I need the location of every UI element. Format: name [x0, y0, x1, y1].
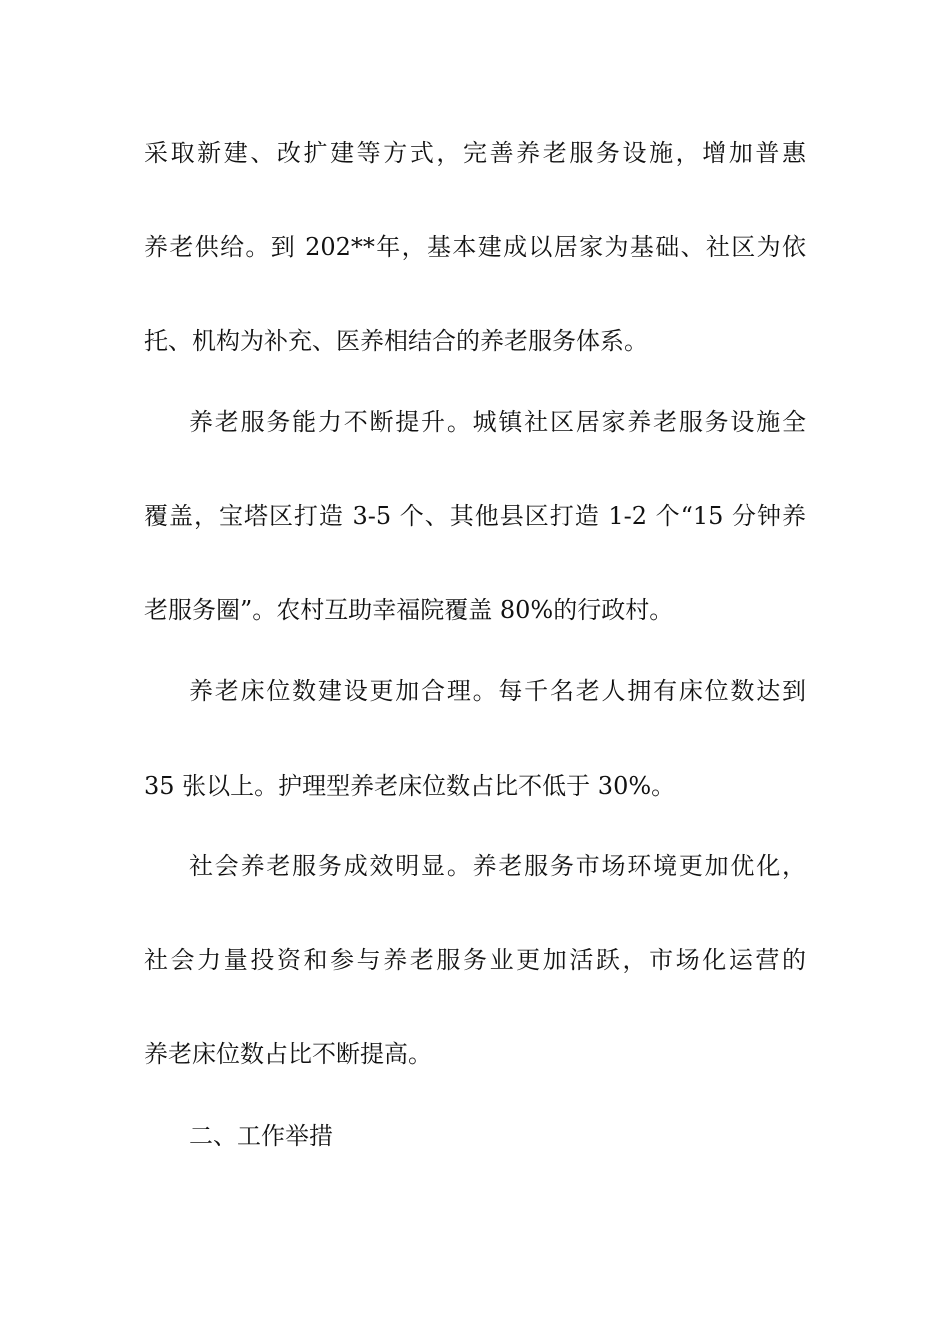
paragraph-4-line-2: 社会力量投资和参与养老服务业更加活跃，市场化运营的 [144, 946, 806, 974]
paragraph-3-line-2: 35 张以上。护理型养老床位数占比不低于 30%。 [144, 772, 676, 800]
paragraph-2-line-1: 养老服务能力不断提升。城镇社区居家养老服务设施全 [189, 408, 806, 436]
section-heading: 二、工作举措 [189, 1122, 333, 1150]
paragraph-1-line-3: 托、机构为补充、医养相结合的养老服务体系。 [144, 327, 648, 355]
paragraph-2-line-2: 覆盖，宝塔区打造 3-5 个、其他县区打造 1-2 个“15 分钟养 [144, 502, 806, 530]
paragraph-2-line-3: 老服务圈”。农村互助幸福院覆盖 80%的行政村。 [144, 596, 674, 624]
paragraph-1-line-1: 采取新建、改扩建等方式，完善养老服务设施，增加普惠 [144, 139, 806, 167]
paragraph-4-line-3: 养老床位数占比不断提高。 [144, 1040, 432, 1068]
paragraph-3-line-1: 养老床位数建设更加合理。每千名老人拥有床位数达到 [189, 677, 806, 705]
paragraph-4-line-1: 社会养老服务成效明显。养老服务市场环境更加优化， [189, 852, 806, 880]
paragraph-1-line-2: 养老供给。到 202**年，基本建成以居家为基础、社区为依 [144, 233, 806, 261]
